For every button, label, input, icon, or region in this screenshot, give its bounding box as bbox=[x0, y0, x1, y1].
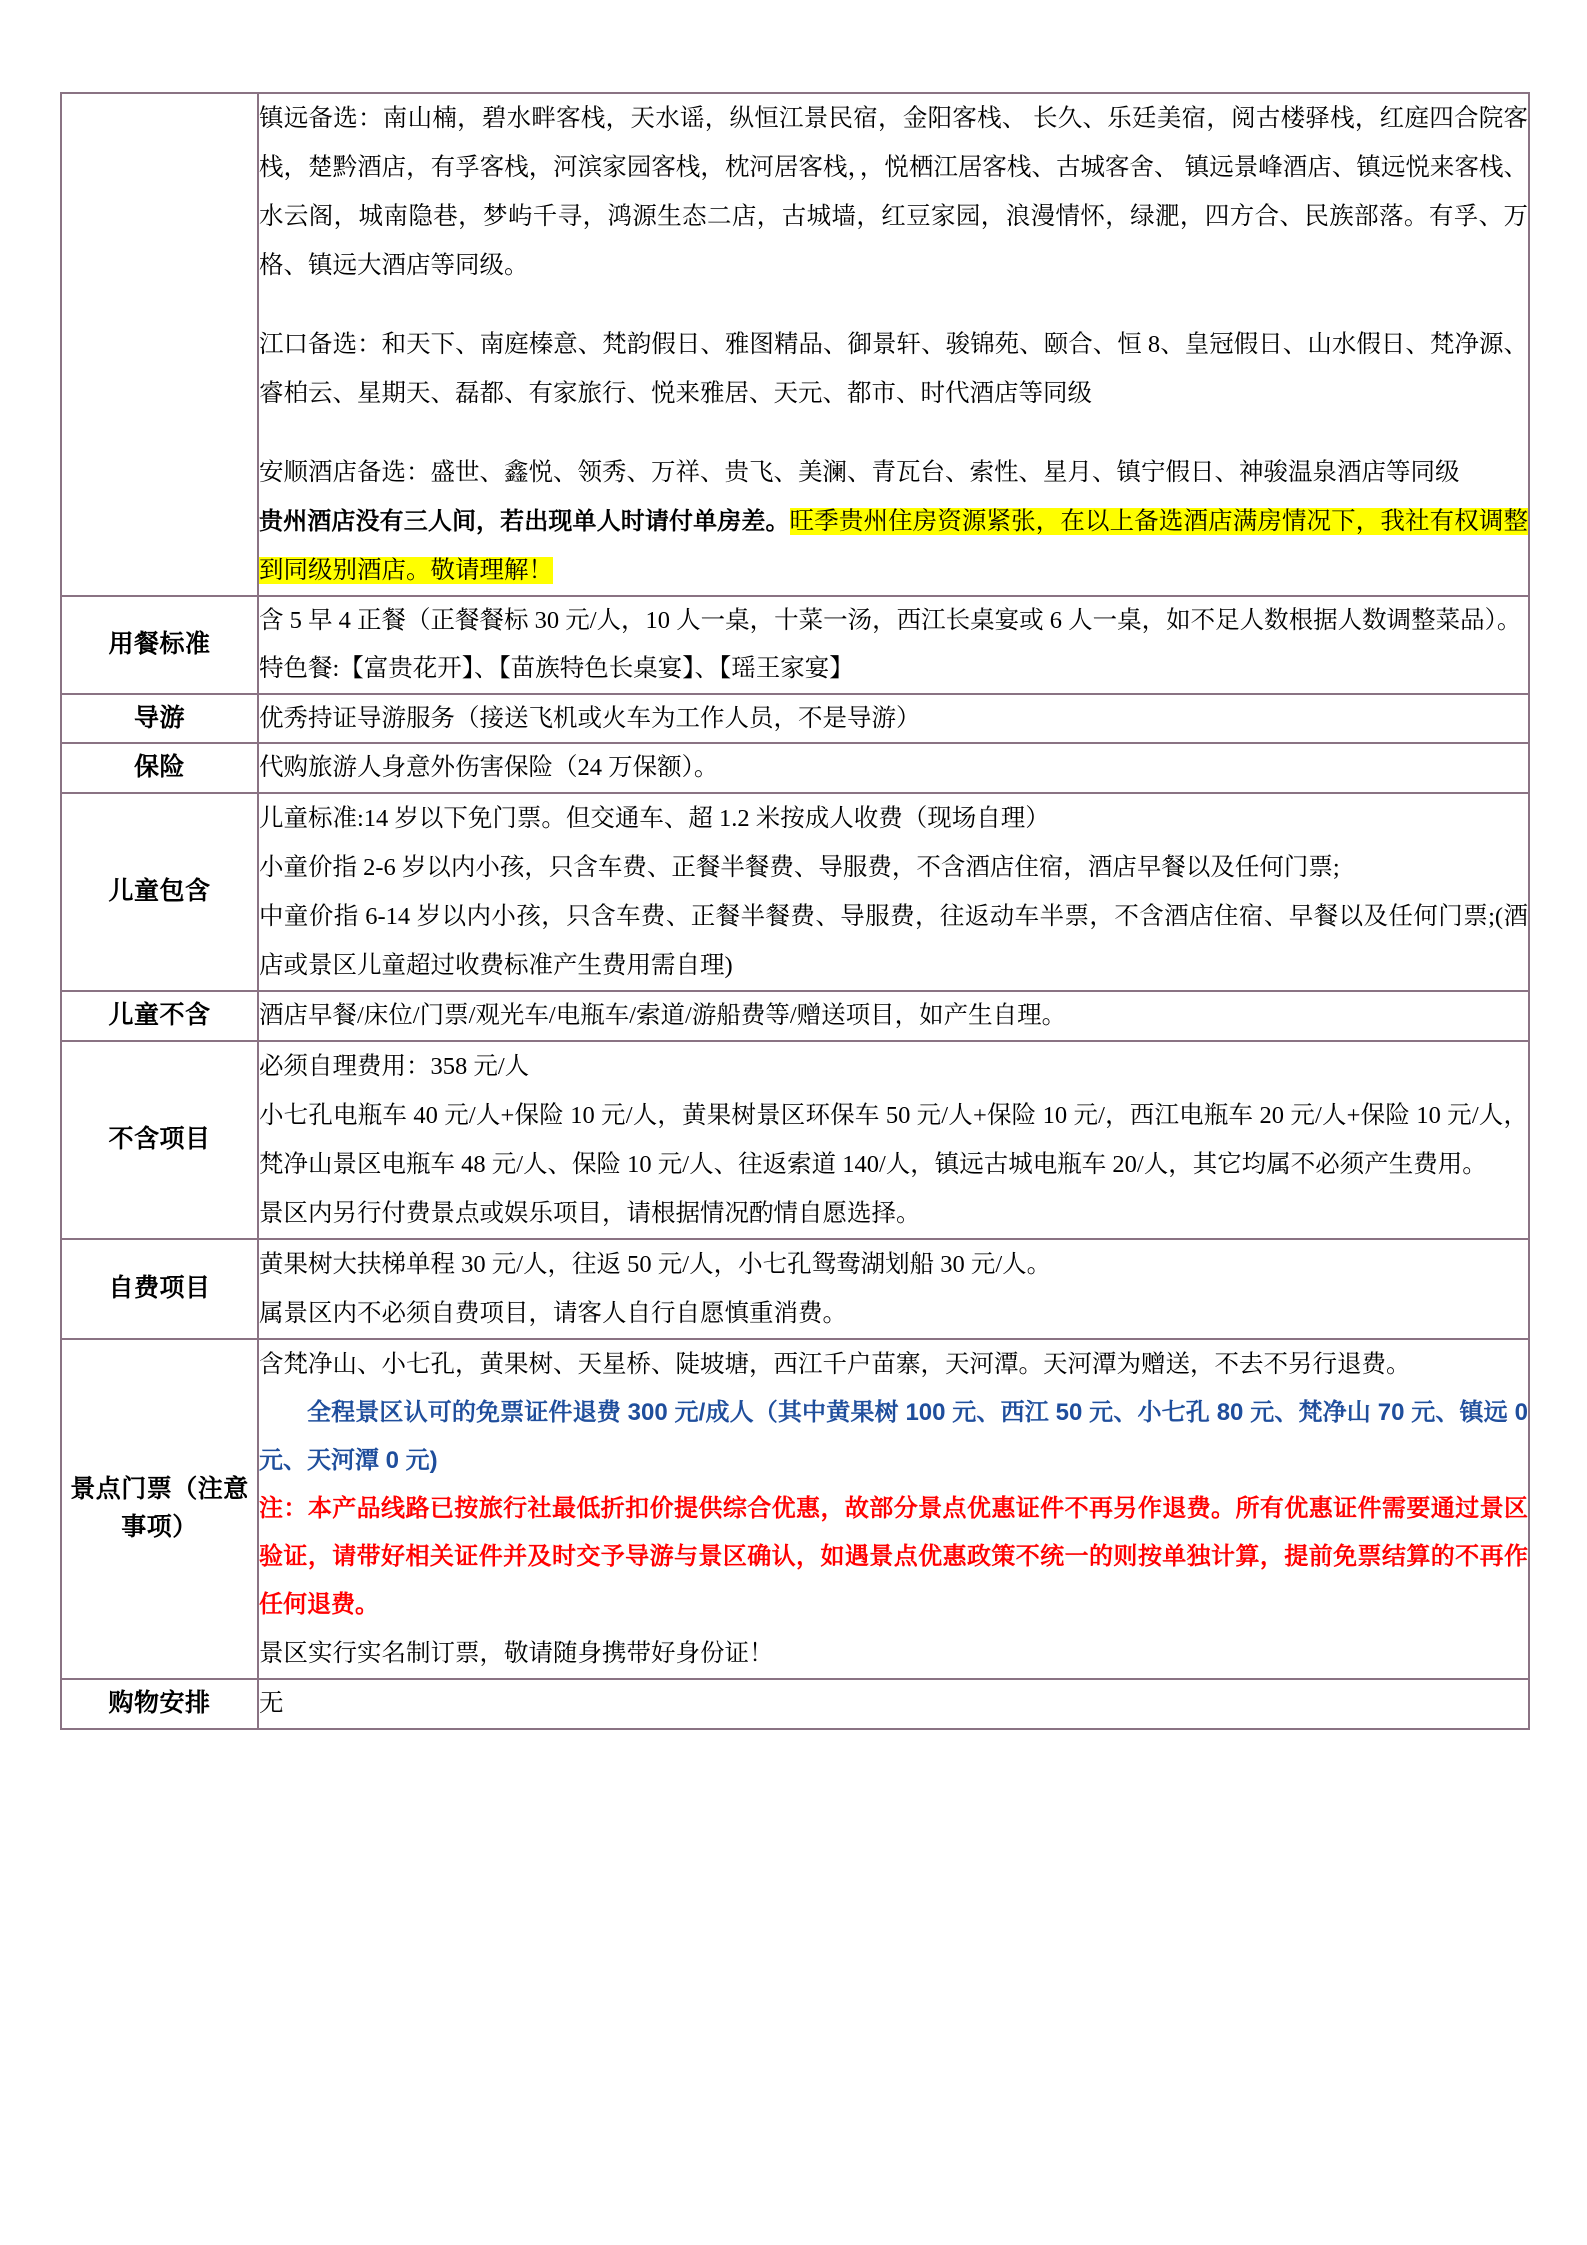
paragraph-optional-items: 黄果树大扶梯单程 30 元/人，往返 50 元/人，小七孔鸳鸯湖划船 30 元/人。 bbox=[259, 1250, 1052, 1278]
row-label-excluded-items: 不含项目 bbox=[61, 1041, 258, 1239]
row-label-optional-items: 自费项目 bbox=[61, 1239, 258, 1339]
row-body-insurance bbox=[258, 743, 1529, 793]
row-body-hotels bbox=[258, 93, 1529, 596]
paragraph-tickets-refund: 全程景区认可的免票证件退费 300 元/成人（其中黄果树 100 元、西江 50 元、小七孔 80 元、梵净山 70 元、镇远 0 元、天河潭 0 元) bbox=[259, 1398, 1528, 1474]
row-body-children-included bbox=[258, 793, 1529, 991]
paragraph-optional-note: 属景区内不必须自费项目，请客人自行自愿慎重消费。 bbox=[259, 1299, 847, 1327]
table-row-meal-standard bbox=[61, 596, 1529, 694]
table-row-optional-items bbox=[61, 1239, 1529, 1339]
paragraph-jiangkou-hotels: 江口备选：和天下、南庭榛意、梵韵假日、雅图精品、御景轩、骏锦苑、颐合、恒 8、皇冠假日、山水假日、梵净源、睿柏云、星期天、磊都、有家旅行、悦来雅居、天元、都市、时代酒店等同级 bbox=[259, 331, 1528, 407]
paragraph-spacer-1 bbox=[259, 290, 1528, 320]
paragraph-spacer-2 bbox=[259, 418, 1528, 448]
table-row-insurance bbox=[61, 743, 1529, 793]
paragraph-zhenyuan-hotels: 镇远备选：南山楠，碧水畔客栈，天水谣，纵恒江景民宿，金阳客栈、 长久、乐廷美宿，阅古楼驿栈，红庭四合院客栈，楚黔酒店，有孚客栈，河滨家园客栈，枕河居客栈，，悦栖江居客栈、古城客舍、 镇远景峰酒店、镇远悦来客栈、水云阁，城南隐巷，梦屿千寻，鸿源生态二店，古城墙，红豆家园，浪漫情怀，绿淝，四方合、民族部落。有孚、万格、镇远大酒店等同级。 bbox=[259, 105, 1528, 279]
paragraph-special-meals: 特色餐:【富贵花开】、【苗族特色长桌宴】、【瑶王家宴】 bbox=[259, 654, 854, 682]
paragraph-anshun-hotels: 安顺酒店备选：盛世、鑫悦、领秀、万祥、贵飞、美澜、青瓦台、索性、星月、镇宁假日、神骏温泉酒店等同级 bbox=[259, 459, 1460, 486]
row-label-insurance: 保险 bbox=[61, 743, 258, 793]
paragraph-guide: 优秀持证导游服务（接送飞机或火车为工作人员，不是导游） bbox=[259, 704, 921, 732]
paragraph-room-notice bbox=[259, 497, 1528, 595]
row-body-children-excluded bbox=[258, 991, 1529, 1041]
table-row-excluded-items bbox=[61, 1041, 1529, 1239]
row-label-hotels bbox=[61, 93, 258, 596]
paragraph-excluded-note: 景区内另行付费景点或娱乐项目，请根据情况酌情自愿选择。 bbox=[259, 1199, 921, 1227]
row-label-meal-standard: 用餐标准 bbox=[61, 596, 258, 694]
room-notice-highlight-text: 旺季贵州住房资源紧张，在以上备选酒店满房情况下，我社有权调整到同级别酒店。敬请理解！ bbox=[259, 508, 1529, 584]
row-body-meal-standard bbox=[258, 596, 1529, 694]
row-body-excluded-items bbox=[258, 1041, 1529, 1239]
row-body-optional-items bbox=[258, 1239, 1529, 1339]
paragraph-shopping: 无 bbox=[259, 1689, 284, 1717]
paragraph-excluded-detail: 小七孔电瓶车 40 元/人+保险 10 元/人，黄果树景区环保车 50 元/人+保险 10 元/，西江电瓶车 20 元/人+保险 10 元/人，梵净山景区电瓶车 48 元/人、保险 10 元/人、往返索道 140/人，镇远古城电瓶车 20/人，其它均属不必须产生费用。 bbox=[259, 1101, 1528, 1178]
table-row-hotels bbox=[61, 93, 1529, 596]
row-label-children-included: 儿童包含 bbox=[61, 793, 258, 991]
table-row-attraction-tickets bbox=[61, 1339, 1529, 1679]
table-row-shopping bbox=[61, 1679, 1529, 1729]
paragraph-child-standard: 儿童标准:14 岁以下免门票。但交通车、超 1.2 米按成人收费（现场自理） bbox=[259, 805, 1050, 833]
paragraph-tickets-included: 含梵净山、小七孔，黄果树、天星桥、陡坡塘，西江千户苗寨，天河潭。天河潭为赠送，不去不另行退费。 bbox=[259, 1350, 1411, 1378]
paragraph-tickets-note: 注：本产品线路已按旅行社最低折扣价提供综合优惠，故部分景点优惠证件不再另作退费。所有优惠证件需要通过景区验证，请带好相关证件并及时交予导游与景区确认，如遇景点优惠政策不统一的则按单独计算，提前免票结算的不再作任何退费。 bbox=[259, 1494, 1528, 1618]
row-label-guide: 导游 bbox=[61, 694, 258, 744]
row-label-children-excluded: 儿童不含 bbox=[61, 991, 258, 1041]
row-body-attraction-tickets bbox=[258, 1339, 1529, 1679]
paragraph-must-self-pay: 必须自理费用：358 元/人 bbox=[259, 1052, 530, 1080]
paragraph-child-small: 小童价指 2-6 岁以内小孩，只含车费、正餐半餐费、导服费，不含酒店住宿，酒店早餐以及任何门票; bbox=[259, 854, 1340, 882]
row-label-shopping: 购物安排 bbox=[61, 1679, 258, 1729]
row-body-guide bbox=[258, 694, 1529, 744]
table-row-guide bbox=[61, 694, 1529, 744]
paragraph-tickets-realname: 景区实行实名制订票，敬请随身携带好身份证！ bbox=[259, 1639, 774, 1667]
row-label-attraction-tickets: 景点门票（注意事项） bbox=[61, 1339, 258, 1679]
paragraph-insurance: 代购旅游人身意外伤害保险（24 万保额）。 bbox=[259, 754, 719, 782]
room-notice-bold-text: 贵州酒店没有三人间，若出现单人时请付单房差。 bbox=[259, 508, 790, 535]
paragraph-child-excluded: 酒店早餐/床位/门票/观光车/电瓶车/索道/游船费等/赠送项目，如产生自理。 bbox=[259, 1002, 1067, 1030]
travel-terms-table bbox=[60, 92, 1530, 1730]
table-row-children-included bbox=[61, 793, 1529, 991]
row-body-shopping bbox=[258, 1679, 1529, 1729]
paragraph-meal-standard: 含 5 早 4 正餐（正餐餐标 30 元/人，10 人一桌，十菜一汤，西江长桌宴或 6 人一桌，如不足人数根据人数调整菜品）。 bbox=[259, 607, 1522, 634]
table-row-children-excluded bbox=[61, 991, 1529, 1041]
paragraph-child-mid: 中童价指 6-14 岁以内小孩，只含车费、正餐半餐费、导服费，往返动车半票，不含酒店住宿、早餐以及任何门票;(酒店或景区儿童超过收费标准产生费用需自理) bbox=[259, 903, 1528, 980]
